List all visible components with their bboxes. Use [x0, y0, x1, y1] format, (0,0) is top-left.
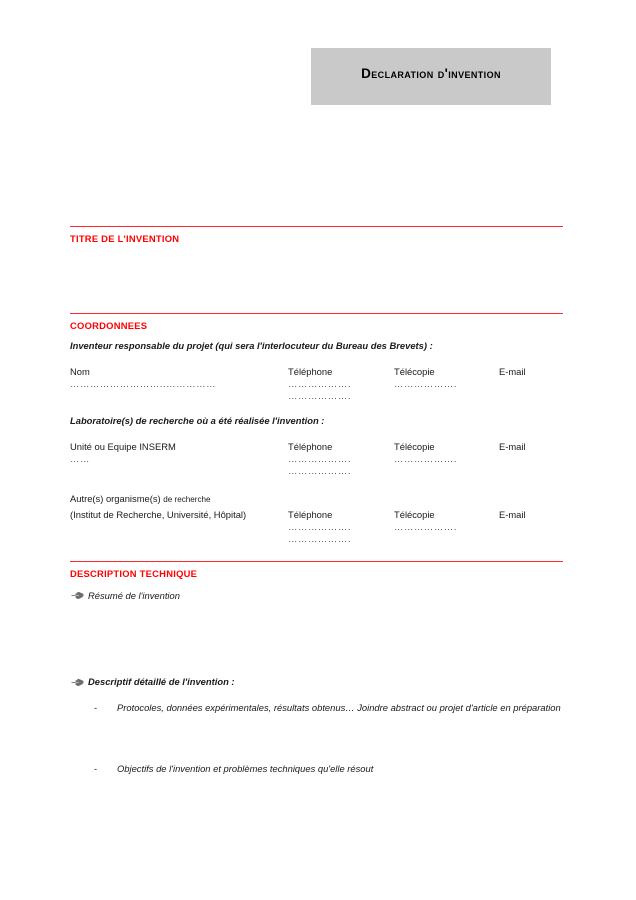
- document-title: Declaration d'invention: [361, 66, 501, 81]
- field-input-unite-inserm[interactable]: ……: [70, 453, 90, 464]
- field-input-telephone-autre-1[interactable]: ……………….: [288, 521, 352, 532]
- inventeur-responsable-label: Inventeur responsable du projet (qui sera l'interlocuteur du Bureau des Brevets) :: [70, 340, 433, 351]
- bullet-text-objectifs: Objectifs de l'invention et problèmes techniques qu'elle résout: [117, 763, 374, 774]
- field-label-nom: Nom: [70, 366, 90, 377]
- field-input-telecopie-inventeur-1[interactable]: ……………….: [394, 378, 458, 389]
- resume-invention-label: Résumé de l'invention: [88, 590, 180, 601]
- pointing-hand-icon: [71, 591, 84, 600]
- autre-organisme-main-text: Autre(s) organisme(s): [70, 493, 161, 504]
- field-label-email-inventeur: E-mail: [499, 366, 526, 377]
- field-input-telephone-inventeur-2[interactable]: ……………….: [288, 390, 352, 401]
- bullet-marker: -: [94, 763, 98, 774]
- field-label-telecopie-autre: Télécopie: [394, 509, 435, 520]
- pointing-hand-icon: [71, 678, 84, 687]
- field-label-email-laboratoire: E-mail: [499, 441, 526, 452]
- field-label-telephone-autre: Téléphone: [288, 509, 333, 520]
- section-description-technique: [70, 561, 563, 579]
- field-input-telecopie-autre-1[interactable]: ……………….: [394, 521, 458, 532]
- field-label-telecopie-laboratoire: Télécopie: [394, 441, 435, 452]
- laboratoire-recherche-label: Laboratoire(s) de recherche où a été réalisée l'invention :: [70, 415, 325, 426]
- field-label-telephone-inventeur: Téléphone: [288, 366, 333, 377]
- field-input-telecopie-laboratoire-1[interactable]: ……………….: [394, 453, 458, 464]
- section-heading-description-technique: DESCRIPTION TECHNIQUE: [70, 568, 198, 579]
- field-input-telephone-laboratoire-1[interactable]: ……………….: [288, 453, 352, 464]
- field-input-nom[interactable]: ………………………..……………: [70, 378, 217, 389]
- field-input-telephone-inventeur-1[interactable]: ……………….: [288, 378, 352, 389]
- field-label-autre-organisme: [70, 492, 211, 506]
- descriptif-detaille-label: Descriptif détaillé de l'invention :: [88, 676, 235, 687]
- field-label-unite-inserm: Unité ou Equipe INSERM: [70, 441, 176, 452]
- field-label-telephone-laboratoire: Téléphone: [288, 441, 333, 452]
- section-heading-coordonnees: COORDONNEES: [70, 320, 148, 331]
- autre-organisme-small-text: de recherche: [163, 495, 211, 504]
- bullet-marker: -: [94, 702, 98, 713]
- field-input-telephone-laboratoire-2[interactable]: ……………….: [288, 465, 352, 476]
- field-label-telecopie-inventeur: Télécopie: [394, 366, 435, 377]
- section-heading-titre-invention: TITRE DE L'INVENTION: [70, 233, 180, 244]
- section-titre-invention: [70, 226, 563, 244]
- field-label-email-autre: E-mail: [499, 509, 526, 520]
- section-coordonnees: [70, 313, 563, 331]
- title-banner: [311, 48, 551, 105]
- bullet-text-protocoles: Protocoles, données expérimentales, résultats obtenus… Joindre abstract ou projet d'article en préparation: [117, 702, 561, 713]
- field-input-telephone-autre-2[interactable]: ……………….: [288, 533, 352, 544]
- field-label-autre-organisme-examples: (Institut de Recherche, Université, Hôpital): [70, 509, 247, 520]
